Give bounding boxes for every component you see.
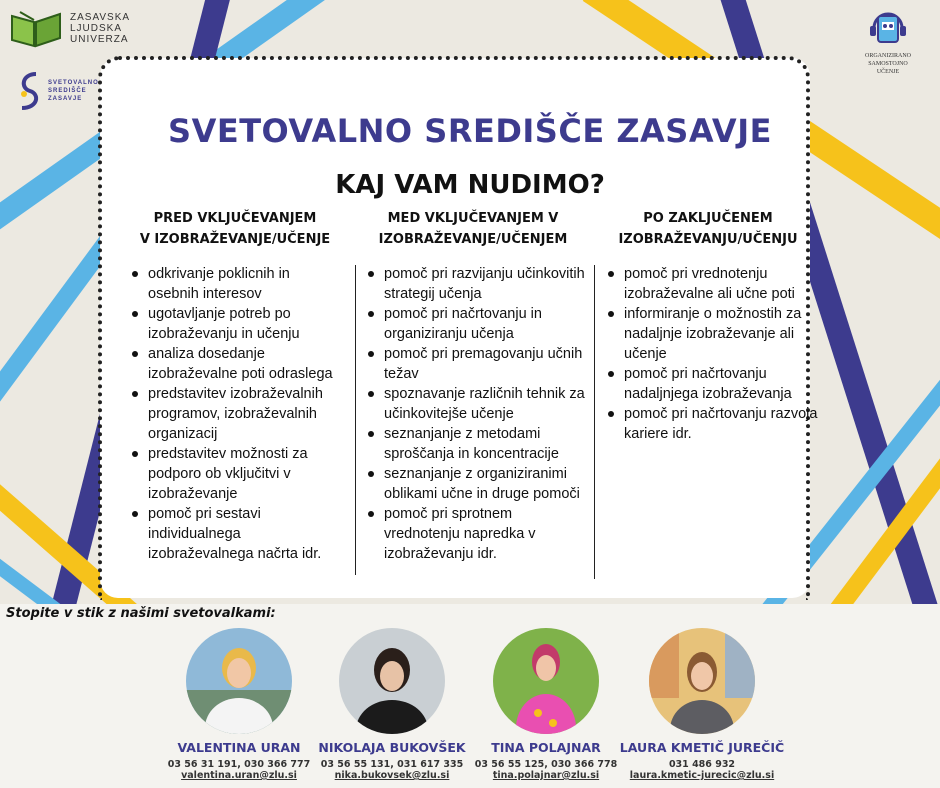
column-divider (355, 265, 356, 575)
list-item: pomoč pri načrtovanju in organiziranju učenja (364, 304, 586, 344)
list-item: pomoč pri sestavi individualnega izobraževalnega načrta idr. (128, 504, 338, 564)
person-card (607, 628, 797, 781)
list-item: pomoč pri sprotnem vrednotenju napredka v izobraževanju idr. (364, 504, 586, 564)
ssz-logo-line-2: SREDIŠČE (48, 88, 87, 94)
list-item: pomoč pri premagovanju učnih težav (364, 344, 586, 384)
book-icon (10, 8, 62, 48)
list-before (128, 264, 338, 564)
list-item: ugotavljanje potreb po izobraževanju in učenju (128, 304, 338, 344)
zlu-logo (10, 8, 130, 48)
list-item: informiranje o možnostih za nadaljnje izobraževanje ali učenje (604, 304, 820, 364)
person-email[interactable]: valentina.uran@zlu.si (181, 770, 297, 781)
person-phone: 03 56 31 191, 030 366 777 (167, 759, 311, 770)
list-item: predstavitev možnosti za podporo ob vključitvi v izobraževanje (128, 444, 338, 504)
list-item: pomoč pri načrtovanju nadaljnjega izobraževanja (604, 364, 820, 404)
os-logo (852, 8, 924, 76)
list-item: spoznavanje različnih tehnik za učinkovitejše učenje (364, 384, 586, 424)
ssz-logo-line-3: ZASAVJE (48, 96, 83, 102)
list-after (604, 264, 820, 444)
list-item: pomoč pri vrednotenju izobraževalne ali učne poti (604, 264, 820, 304)
ssz-swirl-icon (14, 70, 44, 112)
ssz-logo-line-1: SVETOVALNO (48, 80, 99, 86)
avatar (186, 628, 292, 734)
heading-line: PRED VKLJUČEVANJEM (153, 211, 317, 226)
avatar (339, 628, 445, 734)
ssz-logo (14, 70, 99, 112)
page-title: SVETOVALNO SREDIŠČE ZASAVJE (168, 112, 772, 150)
avatar (649, 628, 755, 734)
heading-line: PO ZAKLJUČENEM (643, 211, 773, 226)
person-name: VALENTINA URAN (177, 740, 301, 755)
list-item: odkrivanje poklicnih in osebnih interesov (128, 264, 338, 304)
zlu-logo-line-3: UNIVERZA (70, 33, 129, 45)
zlu-logo-line-2: LJUDSKA (70, 22, 123, 34)
list-during (364, 264, 586, 564)
person-phone: 031 486 932 (668, 759, 736, 770)
column-divider (594, 265, 595, 579)
heading-line: IZOBRAŽEVANJU/UČENJU (618, 232, 798, 247)
heading-line: IZOBRAŽEVANJE/UČENJEM (378, 232, 568, 247)
list-item: seznanjanje z organiziranimi oblikami učne in druge pomoči (364, 464, 586, 504)
robot-headset-icon (867, 8, 909, 48)
column-heading-during (358, 208, 588, 250)
list-item: predstavitev izobraževalnih programov, izobraževalnih organizacij (128, 384, 338, 444)
list-item: pomoč pri razvijanju učinkovitih strategij učenja (364, 264, 586, 304)
person-phone: 03 56 55 125, 030 366 778 (474, 759, 618, 770)
person-name: TINA POLAJNAR (491, 740, 601, 755)
list-item: pomoč pri načrtovanju razvoja kariere idr. (604, 404, 820, 444)
os-logo-line-2: SAMOSTOJNO (868, 61, 908, 67)
person-email[interactable]: nika.bukovsek@zlu.si (334, 770, 450, 781)
heading-line: V IZOBRAŽEVANJE/UČENJE (139, 232, 331, 247)
person-email[interactable]: laura.kmetic-jurecic@zlu.si (629, 770, 775, 781)
column-heading-after (598, 208, 818, 250)
heading-line: MED VKLJUČEVANJEM V (387, 211, 559, 226)
os-logo-line-3: UČENJE (876, 69, 900, 75)
list-item: analiza dosedanje izobraževalne poti odraslega (128, 344, 338, 384)
list-item: seznanjanje z metodami sproščanja in koncentracije (364, 424, 586, 464)
person-email[interactable]: tina.polajnar@zlu.si (492, 770, 600, 781)
contact-label: Stopite v stik z našimi svetovalkami: (6, 606, 276, 621)
zlu-logo-line-1: ZASAVSKA (70, 11, 131, 23)
person-name: NIKOLAJA BUKOVŠEK (318, 740, 466, 755)
person-phone: 03 56 55 131, 031 617 335 (320, 759, 464, 770)
avatar (493, 628, 599, 734)
os-logo-line-1: ORGANIZIRANO (865, 53, 911, 59)
column-heading-before (120, 208, 350, 250)
person-name: LAURA KMETIČ JUREČIČ (619, 740, 785, 755)
page-subtitle: KAJ VAM NUDIMO? (335, 170, 605, 200)
